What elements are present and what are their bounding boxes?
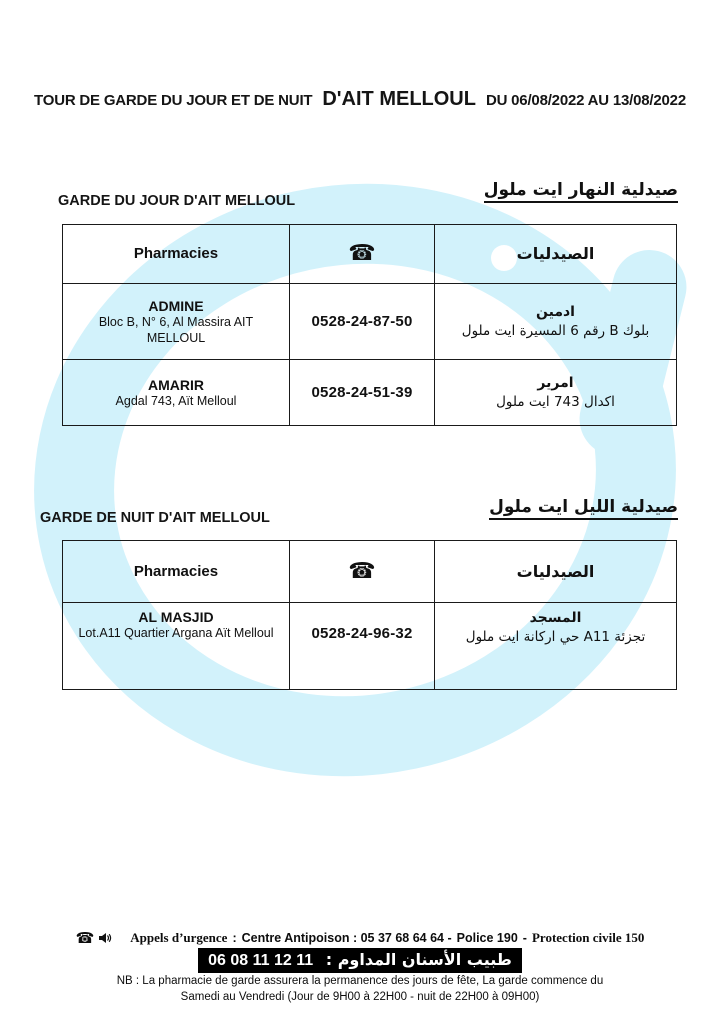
pharmacy-name: ADMINE xyxy=(148,297,204,314)
night-section-heading-fr: GARDE DE NUIT D'AIT MELLOUL xyxy=(40,510,270,526)
pharmacies-ar-label: الصيدليات xyxy=(516,561,595,581)
page-title xyxy=(0,88,720,111)
pharmacy-cell-ar xyxy=(435,284,677,360)
night-guard-table xyxy=(62,540,677,690)
emergency-numbers-line xyxy=(0,930,720,946)
speaker-icon xyxy=(99,932,112,944)
dentist-phone-number: 06 08 11 12 11 xyxy=(208,952,314,969)
col-header-pharmacies-ar xyxy=(435,225,677,284)
table-header-row xyxy=(63,541,677,603)
antipoison-number: Centre Antipoison : 05 37 68 64 64 - xyxy=(241,931,452,945)
table-row xyxy=(63,603,677,690)
dentist-label-ar: طبيب الأسنان المداوم : xyxy=(325,950,512,969)
title-prefix: TOUR DE GARDE DU JOUR ET DE NUIT xyxy=(34,92,313,109)
table-row xyxy=(63,360,677,426)
night-section-heading-ar: صيدلية الليل ايت ملول xyxy=(489,497,678,520)
pharmacy-phone: 0528-24-51-39 xyxy=(290,360,435,426)
phone-icon: ☎ xyxy=(348,558,376,584)
phone-icon: ☎ xyxy=(75,928,95,947)
police-number: Police 190 xyxy=(456,931,518,945)
pharmacy-address-ar: اكدال 743 ايت ملول xyxy=(496,394,615,411)
dentist-on-duty-banner xyxy=(198,948,522,973)
pharmacy-cell xyxy=(63,360,290,426)
pharmacies-label: Pharmacies xyxy=(133,245,219,262)
dentist-banner-wrap xyxy=(0,948,720,973)
protection-civile-number: Protection civile 150 xyxy=(531,930,645,945)
table-row xyxy=(63,284,677,360)
day-section-heading-fr: GARDE DU JOUR D'AIT MELLOUL xyxy=(58,193,296,209)
pharmacies-label: Pharmacies xyxy=(133,562,219,580)
pharmacy-name-ar: المسجد xyxy=(529,610,582,626)
pharmacy-address: Agdal 743, Aït Melloul xyxy=(115,393,237,408)
table-header-row xyxy=(63,225,677,284)
pharmacy-cell-ar xyxy=(435,603,677,690)
day-section-heading-ar: صيدلية النهار ايت ملول xyxy=(484,180,678,203)
pharmacy-address-ar: بلوك B رقم 6 المسيرة ايت ملول xyxy=(461,323,650,340)
pharmacy-address-ar: تجزئة A11 حي اركانة ايت ملول xyxy=(465,629,646,646)
title-dates: DU 06/08/2022 AU 13/08/2022 xyxy=(485,92,686,109)
colon-separator: : xyxy=(232,931,237,945)
pharmacy-address: Lot.A11 Quartier Argana Aït Melloul xyxy=(78,626,274,641)
pharmacy-phone: 0528-24-87-50 xyxy=(290,284,435,360)
col-header-phone xyxy=(290,225,435,284)
pharmacy-phone: 0528-24-96-32 xyxy=(290,603,435,690)
col-header-phone xyxy=(290,541,435,603)
pharmacy-cell xyxy=(63,284,290,360)
pharmacy-cell xyxy=(63,603,290,690)
pharmacy-name-ar: امرير xyxy=(537,374,574,391)
pharmacies-ar-label: الصيدليات xyxy=(516,244,595,263)
nb-note xyxy=(0,974,720,1005)
pharmacy-cell-ar xyxy=(435,360,677,426)
pharmacy-address: Bloc B, N° 6, Al Massira AIT MELLOUL xyxy=(98,314,254,345)
day-guard-table xyxy=(62,224,677,426)
pharmacy-name: AL MASJID xyxy=(138,609,214,625)
dash-separator: - xyxy=(522,931,527,945)
pharmacy-name-ar: ادمين xyxy=(536,303,575,320)
col-header-pharmacies xyxy=(63,225,290,284)
col-header-pharmacies xyxy=(63,541,290,603)
pharmacy-name: AMARIR xyxy=(148,376,204,393)
title-city: D'AIT MELLOUL xyxy=(322,88,476,110)
col-header-pharmacies-ar xyxy=(435,541,677,603)
emergency-label: Appels d’urgence xyxy=(130,930,228,945)
nb-note-line1: NB : La pharmacie de garde assurera la permanence des jours de fête, La garde commence du xyxy=(116,975,604,987)
phone-icon: ☎ xyxy=(348,241,376,266)
nb-note-line2: Samedi au Vendredi (Jour de 9H00 à 22H00 - nuit de 22H00 à 09H00) xyxy=(180,990,540,1003)
